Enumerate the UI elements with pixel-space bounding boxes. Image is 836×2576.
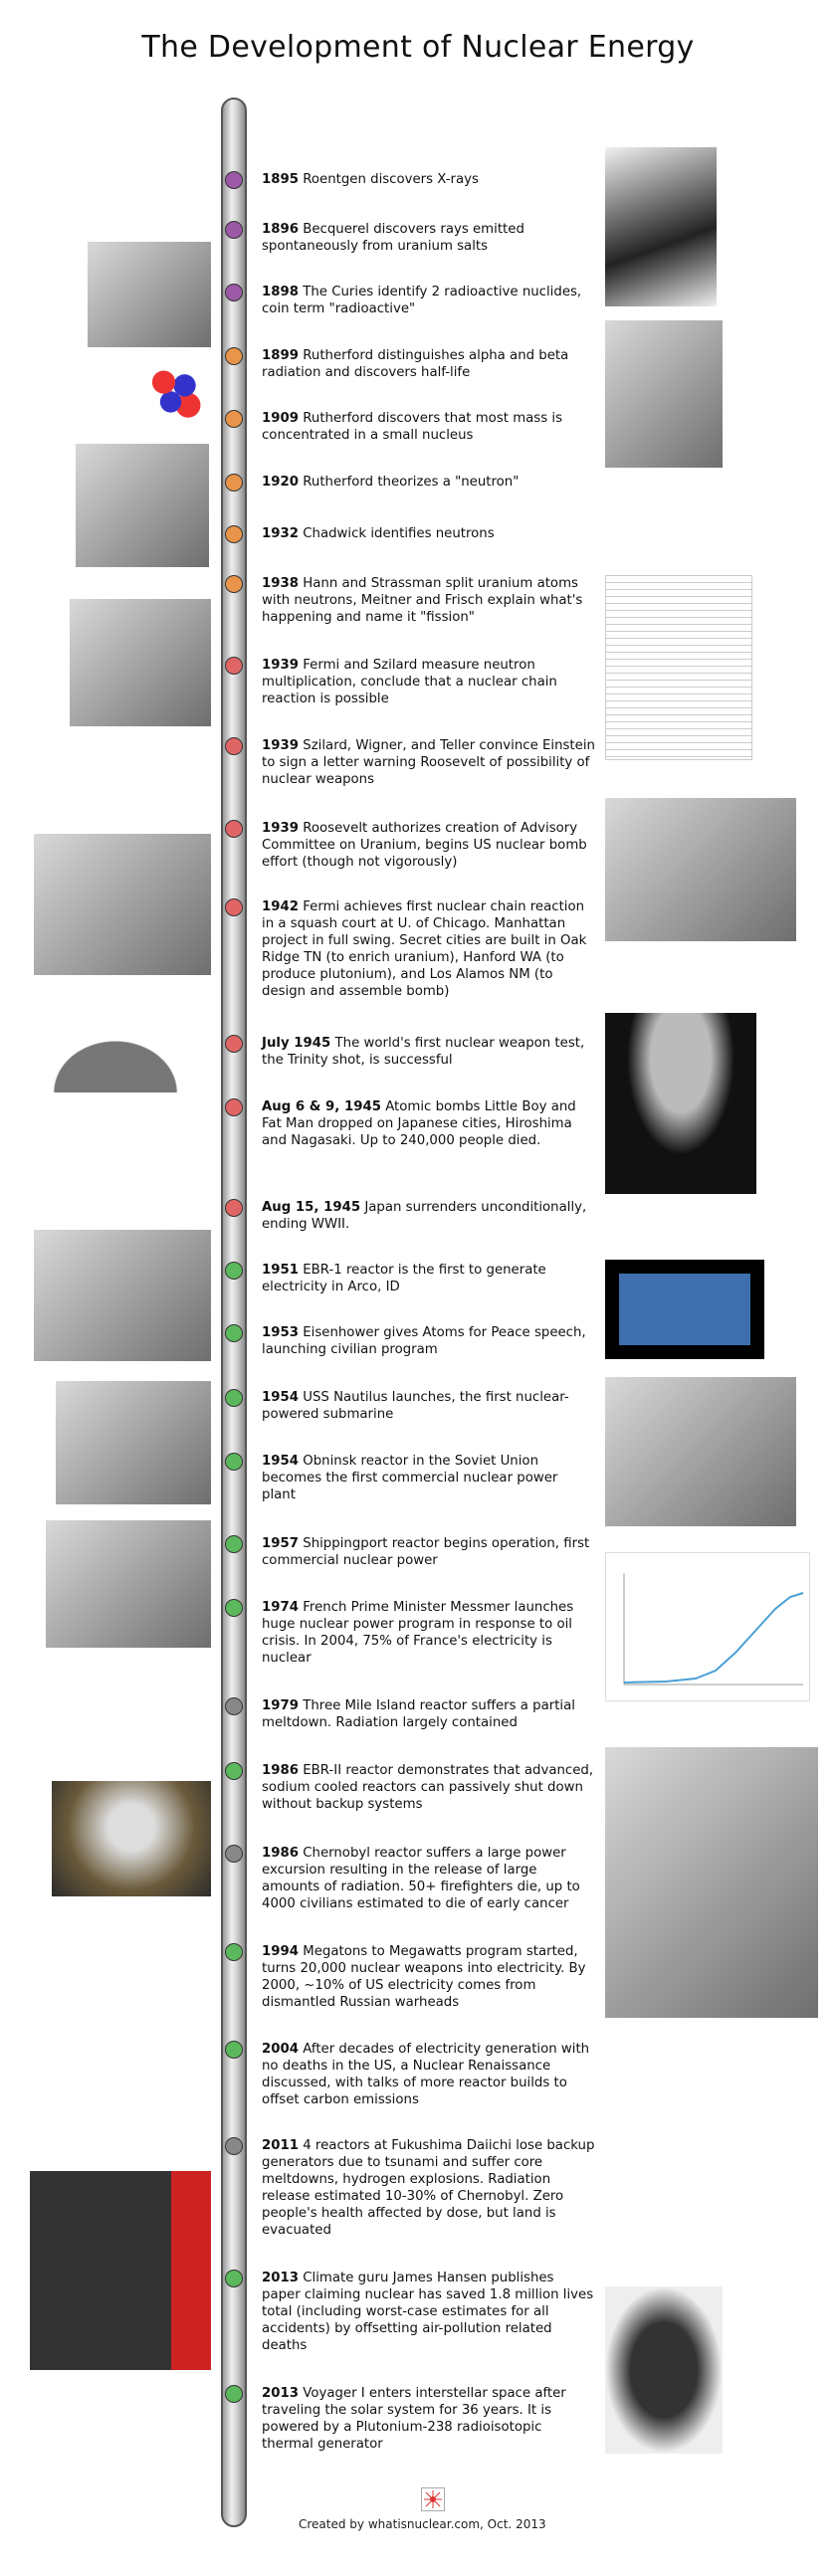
timeline-event	[262, 820, 595, 871]
event-year: 1932	[262, 526, 300, 541]
event-year: 1899	[262, 348, 300, 363]
event-text: Obninsk reactor in the Soviet Union becomes the first commercial nuclear power plant	[262, 1454, 558, 1502]
ebr2-reactor-photo	[52, 1781, 211, 1896]
event-text: 4 reactors at Fukushima Daiichi lose backup generators due to tsunami and suffer core meltdowns, hydrogen explosions. Radiation release estimated 10-30% of Chernobyl. Zero people's health affected by dose, but land is evacuated	[262, 2138, 595, 2238]
eisenhower-photo	[56, 1381, 211, 1504]
event-text: Eisenhower gives Atoms for Peace speech, launching civilian program	[262, 1325, 586, 1357]
event-year: Aug 15, 1945	[262, 1200, 361, 1215]
timeline-dot	[225, 898, 243, 916]
timeline-event	[262, 1535, 595, 1569]
timeline-dot	[225, 474, 243, 492]
event-text: Shippingport reactor begins operation, first commercial nuclear power	[262, 1536, 590, 1568]
timeline-dot	[225, 2270, 243, 2287]
event-text: Roosevelt authorizes creation of Advisory Committee on Uranium, begins US nuclear bomb effort (though not vigorously)	[262, 821, 587, 870]
event-year: 1994	[262, 1944, 300, 1959]
france-electricity-chart	[605, 1552, 810, 1701]
timeline-event	[262, 1599, 595, 1667]
timeline-event	[262, 1262, 595, 1295]
event-text: Three Mile Island reactor suffers a partial meltdown. Radiation largely contained	[262, 1698, 575, 1730]
timeline-event	[262, 525, 595, 542]
event-text: Fermi achieves first nuclear chain reaction in a squash court at U. of Chicago. Manhattan project in full swing. Secret cities are built in Oak Ridge TN (to enrich uranium), Hanford WA (to produce plutonium), and Los Alamos NM (to design and assemble bomb)	[262, 899, 587, 999]
timeline-dot	[225, 1262, 243, 1280]
timeline-event	[262, 1845, 595, 1912]
timeline-dot	[225, 1453, 243, 1471]
timeline-event	[262, 898, 595, 1000]
timeline-dot	[225, 737, 243, 755]
rtg-generator-photo	[605, 2286, 723, 2454]
event-year: 1954	[262, 1390, 300, 1405]
ebr1-reactor-photo	[34, 1230, 211, 1361]
timeline-dot	[225, 2137, 243, 2155]
event-year: 1939	[262, 658, 300, 673]
event-text: EBR-1 reactor is the first to generate electricity in Arco, ID	[262, 1263, 546, 1294]
event-text: Roentgen discovers X-rays	[303, 172, 479, 187]
timeline-dot	[225, 347, 243, 365]
event-year: 1953	[262, 1325, 300, 1340]
timeline-event	[262, 737, 595, 788]
rutherford-photo	[605, 320, 723, 468]
event-text: After decades of electricity generation with no deaths in the US, a Nuclear Renaissance discussed, with talks of more reactor builds to offset carbon emissions	[262, 2042, 590, 2107]
event-year: 1942	[262, 899, 300, 914]
event-text: Japan surrenders unconditionally, ending WWII.	[262, 1200, 587, 1232]
event-text: The Curies identify 2 radioactive nuclides, coin term "radioactive"	[262, 285, 582, 316]
event-text: Chadwick identifies neutrons	[303, 526, 495, 541]
whatisnuclear-logo-icon	[421, 2487, 445, 2511]
xray-hand-photo	[605, 147, 717, 306]
hansen-photo	[30, 2171, 211, 2370]
timeline-dot	[225, 2041, 243, 2059]
trinity-dome-photo	[20, 1013, 211, 1092]
timeline-event	[262, 1762, 595, 1813]
event-year: 1909	[262, 411, 300, 426]
timeline-event	[262, 575, 595, 626]
oak-ridge-aerial-photo	[34, 834, 211, 975]
timeline-dot	[225, 1098, 243, 1116]
timeline-dot	[225, 284, 243, 301]
event-text: Rutherford discovers that most mass is concentrated in a small nucleus	[262, 411, 562, 443]
event-text: The world's first nuclear weapon test, the Trinity shot, is successful	[262, 1036, 585, 1068]
event-year: 1898	[262, 285, 300, 299]
event-text: Rutherford theorizes a "neutron"	[303, 475, 520, 490]
timeline-event	[262, 221, 595, 255]
timeline-event	[262, 1324, 595, 1358]
timeline-dot	[225, 1324, 243, 1342]
atom-nucleus-illustration	[139, 359, 209, 425]
timeline-dot	[225, 1535, 243, 1553]
event-year: July 1945	[262, 1036, 331, 1051]
event-text: EBR-II reactor demonstrates that advanced, sodium cooled reactors can passively shut down without backup systems	[262, 1763, 594, 1812]
event-year: 1954	[262, 1454, 300, 1469]
timeline-event	[262, 474, 595, 491]
timeline-event	[262, 284, 595, 317]
event-year: 1939	[262, 821, 300, 836]
timeline-event	[262, 657, 595, 707]
chart-line-graphic	[606, 1553, 810, 1701]
event-text: Climate guru James Hansen publishes paper claiming nuclear has saved 1.8 million lives total (including worst-case estimates for all accidents) by offsetting air-pollution related deaths	[262, 2271, 594, 2353]
shippingport-plant-photo	[46, 1520, 211, 1648]
event-text: Chernobyl reactor suffers a large power excursion resulting in the release of large amounts of radiation. 50+ firefighters die, up to 4000 civilians estimated to die of early cancer	[262, 1846, 580, 1911]
timeline-event	[262, 1389, 595, 1423]
timeline-event	[262, 2270, 595, 2354]
timeline-event	[262, 2385, 595, 2453]
event-year: 2011	[262, 2138, 300, 2153]
event-year: 2004	[262, 2042, 300, 2057]
timeline-dot	[225, 525, 243, 543]
timeline-event	[262, 2041, 595, 2108]
timeline-event	[262, 410, 595, 444]
timeline-event	[262, 171, 595, 188]
event-text: Szilard, Wigner, and Teller convince Einstein to sign a letter warning Roosevelt of possibility of nuclear weapons	[262, 738, 595, 787]
timeline-dot	[225, 1762, 243, 1780]
timeline-dot	[225, 2385, 243, 2403]
timeline-dot	[225, 1943, 243, 1961]
chernobyl-aerial-photo	[605, 1747, 818, 2018]
nautilus-launch-photo	[605, 1377, 796, 1526]
timeline-event	[262, 1453, 595, 1503]
event-text: Becquerel discovers rays emitted spontaneously from uranium salts	[262, 222, 524, 254]
timeline-event	[262, 2137, 595, 2239]
timeline-dot	[225, 820, 243, 838]
einstein-letter-document	[605, 575, 752, 760]
event-text: French Prime Minister Messmer launches huge nuclear power program in response to oil crisis. In 2004, 75% of France's electricity is nuclear	[262, 1600, 574, 1666]
timeline-dot	[225, 1389, 243, 1407]
timeline-dot	[225, 1845, 243, 1863]
event-year: 1896	[262, 222, 300, 237]
chicago-pile-photo	[605, 798, 796, 941]
event-year: 2013	[262, 2386, 300, 2401]
timeline-dot	[225, 410, 243, 428]
event-year: Aug 6 & 9, 1945	[262, 1099, 381, 1114]
event-year: 1986	[262, 1763, 300, 1778]
meitner-photo	[76, 444, 209, 567]
event-year: 1920	[262, 475, 300, 490]
timeline-dot	[225, 657, 243, 675]
mushroom-cloud-photo	[605, 1013, 756, 1194]
event-text: Megatons to Megawatts program started, turns 20,000 nuclear weapons into electricity. By 2000, ~10% of US electricity comes from dismantled Russian warheads	[262, 1944, 586, 2010]
event-text: USS Nautilus launches, the first nuclear-powered submarine	[262, 1390, 569, 1422]
event-year: 1957	[262, 1536, 300, 1551]
event-year: 1974	[262, 1600, 300, 1615]
timeline-dot	[225, 171, 243, 189]
footer-credit: Created by whatisnuclear.com, Oct. 2013	[299, 2517, 546, 2531]
event-text: Voyager I enters interstellar space after traveling the solar system for 36 years. It is powered by a Plutonium-238 radioisotopic thermal generator	[262, 2386, 566, 2452]
timeline-event	[262, 1199, 595, 1233]
event-year: 1939	[262, 738, 300, 753]
timeline-event	[262, 347, 595, 381]
page-title: The Development of Nuclear Energy	[141, 30, 695, 65]
atoms-for-peace-stamp	[605, 1260, 764, 1359]
einstein-photo	[70, 599, 211, 726]
event-text: Rutherford distinguishes alpha and beta radiation and discovers half-life	[262, 348, 569, 380]
timeline-dot	[225, 1035, 243, 1053]
timeline-dot	[225, 575, 243, 593]
event-year: 1951	[262, 1263, 300, 1278]
timeline-event	[262, 1943, 595, 2011]
event-year: 2013	[262, 2271, 300, 2285]
event-year: 1895	[262, 172, 300, 187]
marie-curie-photo	[88, 242, 211, 347]
timeline-event	[262, 1098, 595, 1149]
event-text: Fermi and Szilard measure neutron multiplication, conclude that a nuclear chain reaction is possible	[262, 658, 557, 706]
event-text: Hann and Strassman split uranium atoms with neutrons, Meitner and Frisch explain what's happening and name it "fission"	[262, 576, 583, 625]
event-text: Atomic bombs Little Boy and Fat Man dropped on Japanese cities, Hiroshima and Nagasaki. Up to 240,000 people died.	[262, 1099, 576, 1148]
event-year: 1986	[262, 1846, 300, 1861]
event-year: 1938	[262, 576, 300, 591]
timeline-dot	[225, 1599, 243, 1617]
timeline-dot	[225, 1199, 243, 1217]
timeline-event	[262, 1035, 595, 1069]
event-year: 1979	[262, 1698, 300, 1713]
timeline-event	[262, 1697, 595, 1731]
timeline-dot	[225, 1697, 243, 1715]
timeline-dot	[225, 221, 243, 239]
timeline-tube	[221, 98, 247, 2527]
